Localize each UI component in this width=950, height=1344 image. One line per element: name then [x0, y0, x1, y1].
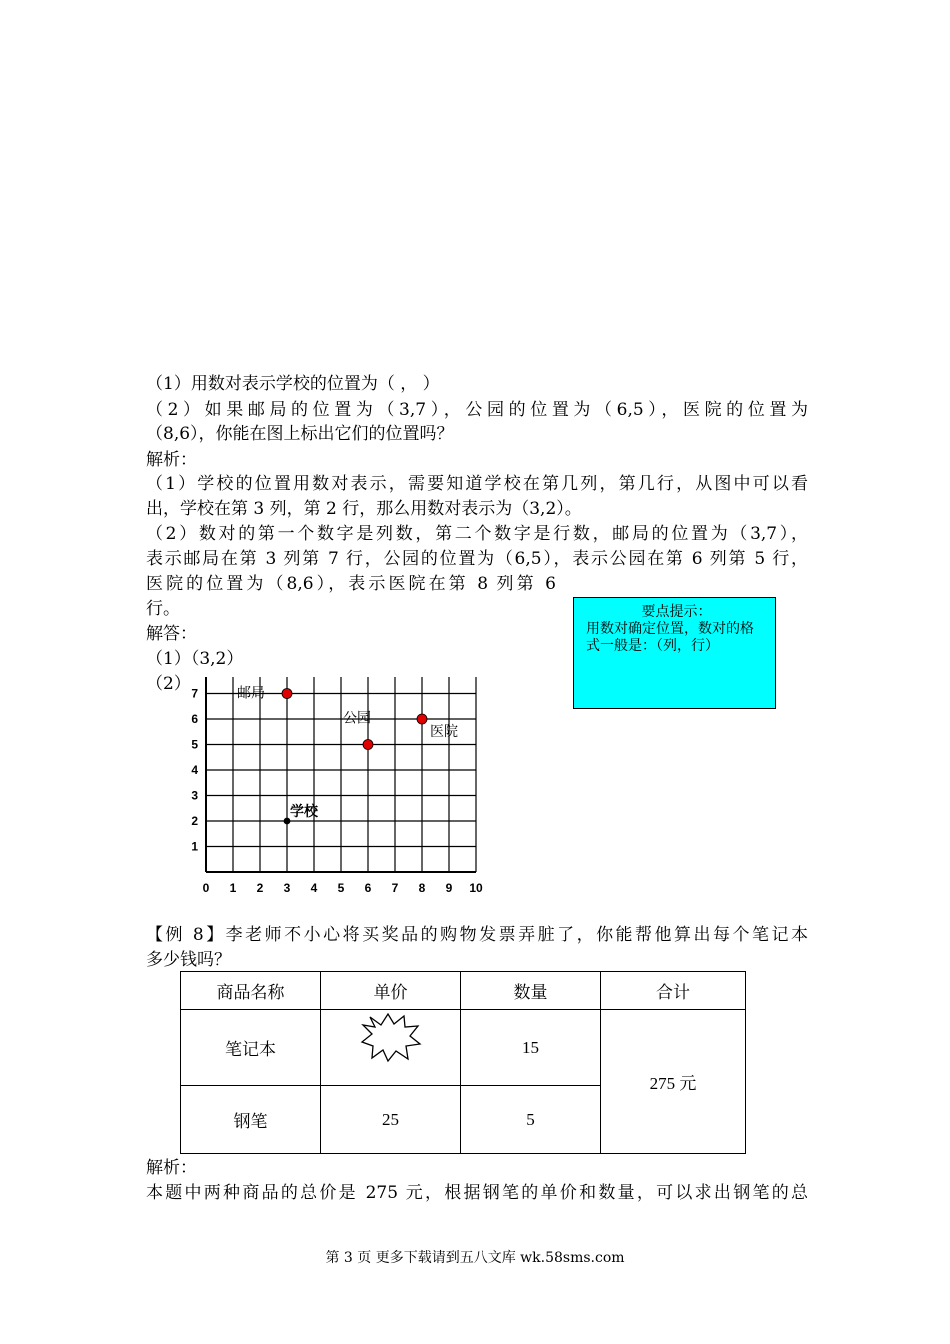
- pen-price: 25: [321, 1086, 461, 1154]
- y-tick-label: 6: [191, 712, 198, 726]
- analysis-1-line-2: 出，学校在第 3 列，第 2 行，那么用数对表示为（3,2）。: [146, 499, 582, 519]
- answer-2-prefix: （2）: [146, 674, 191, 694]
- point-label: 邮局: [237, 685, 265, 702]
- x-tick-label: 10: [469, 881, 483, 895]
- analysis-2-line-3: 医院的位置为（8,6），表示医院在第 8 列第 6: [146, 574, 556, 594]
- header-name: 商品名称: [181, 972, 321, 1010]
- invoice-table: [180, 971, 746, 1154]
- x-tick-label: 6: [364, 881, 372, 895]
- y-tick-label: 7: [191, 686, 198, 701]
- x-tick-label: 1: [229, 881, 237, 895]
- table-row: [181, 1010, 746, 1086]
- question-2-line-2: （8,6），你能在图上标出它们的位置吗？: [146, 424, 454, 444]
- stain-cell: [321, 1010, 461, 1086]
- x-tick-label: 7: [391, 881, 399, 895]
- coordinate-grid: [184, 677, 494, 912]
- x-tick-label: 8: [418, 881, 426, 895]
- question-2-line-1: （2）如果邮局的位置为（3,7），公园的位置为（6,5），医院的位置为: [146, 400, 808, 420]
- analysis-2-line-4: 行。: [146, 599, 180, 619]
- answer-1: （1）（3,2）: [146, 649, 244, 669]
- x-tick-label: 9: [445, 881, 453, 895]
- example-8-line-2: 多少钱吗？: [146, 950, 231, 970]
- tip-text: 用数对确定位置，数对的格式一般是：（列，行）: [586, 621, 754, 654]
- x-tick-label: 0: [202, 881, 210, 895]
- point-marker: [363, 740, 373, 750]
- pen-name: 钢笔: [181, 1086, 321, 1154]
- tip-title: 要点提示：: [641, 604, 712, 620]
- y-tick-label: 4: [191, 763, 198, 777]
- total-cell: 275 元: [601, 1010, 746, 1154]
- notebook-qty: 15: [461, 1010, 601, 1086]
- ink-stain-icon: [360, 1013, 422, 1063]
- example-8-line-1: 【例 8】李老师不小心将买奖品的购物发票弄脏了，你能帮他算出每个笔记本: [146, 925, 808, 945]
- analysis-2-line-2: 表示邮局在第 3 列第 7 行，公园的位置为（6,5），表示公园在第 6 列第 5 行，: [146, 549, 808, 569]
- notebook-name: 笔记本: [181, 1010, 321, 1086]
- x-tick-label: 3: [283, 881, 291, 895]
- point-marker: [282, 689, 292, 699]
- y-tick-label: 5: [191, 737, 198, 752]
- header-total: 合计: [601, 972, 746, 1010]
- x-tick-label: 2: [256, 881, 264, 895]
- page-footer: 第 3 页 更多下载请到五八文库 wk.58sms.com: [325, 1250, 625, 1266]
- table-header-row: [181, 972, 746, 1010]
- point-marker: [417, 714, 427, 724]
- analysis-1-line-1: （1）学校的位置用数对表示，需要知道学校在第几列，第几行，从图中可以看: [146, 474, 808, 494]
- y-tick-label: 1: [191, 839, 198, 854]
- header-qty: 数量: [461, 972, 601, 1010]
- header-price: 单价: [321, 972, 461, 1010]
- analysis-2-line-1: （2）数对的第一个数字是列数，第二个数字是行数，邮局的位置为（3,7），: [146, 524, 808, 544]
- y-tick-label: 3: [191, 788, 198, 803]
- x-tick-label: 5: [337, 881, 345, 895]
- point-label: 公园: [343, 710, 371, 727]
- pen-qty: 5: [461, 1086, 601, 1154]
- final-line: 本题中两种商品的总价是 275 元，根据钢笔的单价和数量，可以求出钢笔的总: [146, 1183, 808, 1203]
- analysis-label: 解析：: [146, 450, 197, 470]
- point-label: 学校: [290, 804, 318, 820]
- analysis-label-2: 解析：: [146, 1158, 197, 1178]
- x-tick-label: 4: [310, 881, 318, 895]
- y-tick-label: 2: [191, 814, 198, 828]
- question-1: （1）用数对表示学校的位置为（ ， ）: [146, 374, 440, 394]
- answer-label: 解答：: [146, 624, 197, 644]
- tip-box: [573, 597, 776, 709]
- point-label: 医院: [430, 724, 458, 740]
